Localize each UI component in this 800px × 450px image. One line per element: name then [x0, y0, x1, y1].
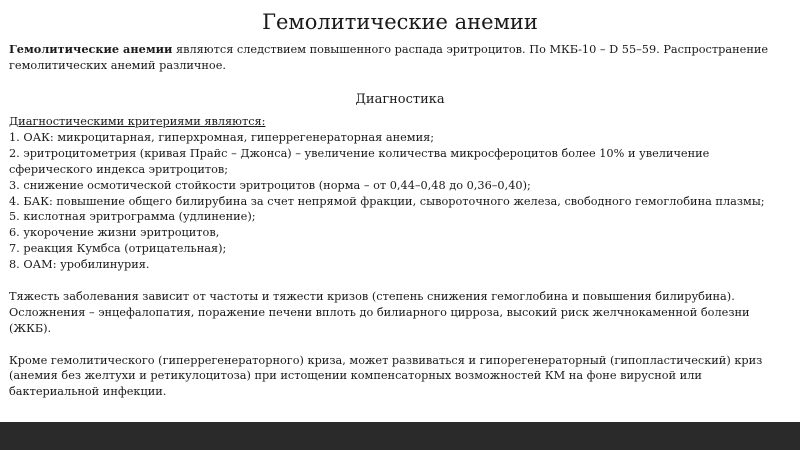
criterion-8: 8. ОАМ: уробилинурия.: [9, 258, 150, 272]
intro-text: являются следствием повышенного распада эритроцитов. По МКБ-10 – D 55–59. Распространение гемолитических анемий различное.: [9, 43, 769, 72]
criterion-4: 4. БАК: повышение общего билирубина за счет непрямой фракции, сывороточного железа, свободного гемоглобина плазмы;: [9, 194, 765, 208]
bottom-bar: [0, 422, 800, 450]
criterion-2: 2. эритроцитометрия (кривая Прайс – Джонса) – увеличение количества микросфероцитов более 10% и увеличение сферического индекса эритроцитов;: [9, 146, 710, 176]
section-title-diagnostics: Диагностика: [355, 92, 445, 107]
criterion-1: 1. ОАК: микроцитарная, гиперхромная, гиперрегенераторная анемия;: [9, 130, 435, 144]
crisis-paragraph: Кроме гемолитического (гиперрегенераторного) криза, может развиваться и гипорегенераторный (гипопластический) криз (анемия без желтухи и ретикулоцитоза) при истощении компенсаторных возможностей КМ на фоне вирусной или бактериальной инфекции.: [9, 353, 763, 399]
slide-title: Гемолитические анемии: [262, 10, 538, 34]
criterion-7: 7. реакция Кумбса (отрицательная);: [9, 242, 227, 256]
intro-paragraph: [9, 41, 794, 74]
criterion-3: 3. снижение осмотической стойкости эритроцитов (норма – от 0,44–0,48 до 0,36–0,40);: [9, 178, 531, 192]
criterion-6: 6. укорочение жизни эритроцитов,: [9, 226, 220, 240]
spacer: [9, 273, 794, 289]
spacer: [9, 337, 794, 353]
criterion-5: 5. кислотная эритрограмма (удлинение);: [9, 210, 256, 224]
criteria-header: Диагностическими критериями являются:: [9, 115, 266, 128]
diagnostics-body: [9, 114, 794, 400]
intro-term: Гемолитические анемии: [9, 42, 173, 56]
severity-paragraph: Тяжесть заболевания зависит от частоты и тяжести кризов (степень снижения гемоглобина и повышения билирубина). Осложнения – энцефалопатия, поражение печени вплоть до билиарного цирроза, высокий риск желчнокаменной болезни (ЖКБ).: [9, 289, 750, 335]
